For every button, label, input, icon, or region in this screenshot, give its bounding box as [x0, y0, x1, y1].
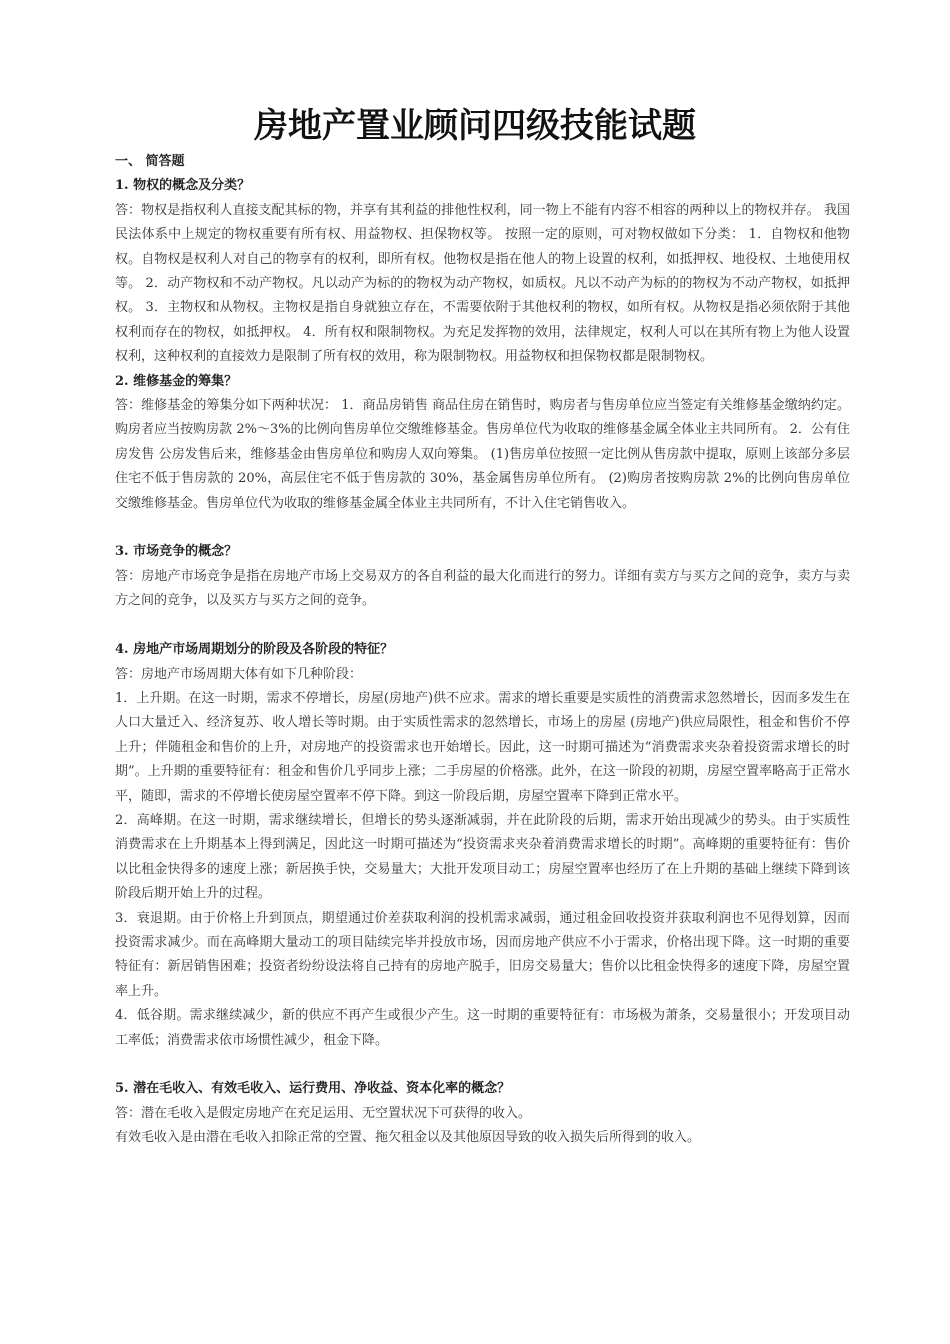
spacer	[115, 1053, 850, 1077]
question-3: 3. 市场竞争的概念？	[115, 544, 238, 560]
question-1: 1. 物权的概念及分类？	[115, 178, 251, 194]
answer-4-stage-3: 3．衰退期。由于价格上升到顶点，期望通过价差获取利润的投机需求减弱，通过租金回收投资并获取利润也不见得划算，因而投资需求减少。而在高峰期大量动工的项目陆续完毕并投放市场，因而房地产供应不小于需求，价格出现下降。这一时期的重要特征有：新居销售困难；投资者纷纷设法将自己持有的房地产脱手，旧房交易量大；售价以比租金快得多的速度下降，房屋空置率上升。	[115, 910, 850, 999]
section-heading: 一、 简答题	[115, 154, 185, 169]
answer-4-intro: 答：房地产市场周期大体有如下几种阶段：	[115, 666, 363, 682]
answer-4-stage-1: 1．上升期。在这一时期，需求不停增长，房屋(房地产)供不应求。需求的增长重要是实质性的消费需求忽然增长，因而多发生在人口大量迁入、经济复苏、收人增长等时期。由于实质性需求的忽然增长，市场上的房屋 (房地产)供应局限性，租金和售价不停上升；伴随租金和售价的上升，对房地产的投资需求也开始增长。因此，这一时期可描述为“消费需求夹杂着投资需求增长的时期”。上升期的重要特征有：租金和售价几乎同步上涨；二手房屋的价格涨。此外，在这一阶段的初期，房屋空置率略高于正常水平，随即，需求的不停增长使房屋空置率不停下降。到这一阶段后期，房屋空置率下降到正常水平。	[115, 690, 850, 804]
answer-3: 答：房地产市场竞争是指在房地产市场上交易双方的各自利益的最大化而进行的努力。详细有卖方与买方之间的竞争，卖方与卖方之间的竞争，以及买方与买方之间的竞争。	[115, 568, 850, 609]
question-5: 5. 潜在毛收入、有效毛收入、运行费用、净收益、资本化率的概念？	[115, 1081, 511, 1097]
answer-1: 答：物权是指权利人直接支配其标的物，并享有其利益的排他性权利，同一物上不能有内容不相容的两种以上的物权并存。 我国民法体系中上规定的物权重要有所有权、用益物权、担保物权等。 按照一定的原则，可对物权做如下分类： 1．自物权和他物权。自物权是权利人对自己的物享有的权利，即所有权。他物权是指在他人的物上设置的权利，如抵押权、地役权、土地使用权等。 2．动产物权和不动产物权。凡以动产为标的的物权为动产物权，如质权。凡以不动产为标的的物权为不动产物权，如抵押权。 3．主物权和从物权。主物权是指自身就独立存在，不需要依附于其他权利的物权，如所有权。从物权是指必须依附于其他权利而存在的物权，如抵押权。 4．所有权和限制物权。为充足发挥物的效用，法律规定，权利人可以在其所有物上为他人设置权利，这种权利的直接效力是限制了所有权的效用，称为限制物权。用益物权和担保物权都是限制物权。	[115, 202, 850, 365]
answer-5-part-2: 有效毛收入是由潜在毛收入扣除正常的空置、拖欠租金以及其他原因导致的收入损失后所得到的收入。	[115, 1130, 701, 1146]
answer-4-stage-4: 4．低谷期。需求继续减少，新的供应不再产生或很少产生。这一时期的重要特征有：市场极为萧条，交易量很小；开发项目动工率低；消费需求依市场惯性减少，租金下降。	[115, 1008, 850, 1048]
question-4: 4. 房地产市场周期划分的阶段及各阶段的特征？	[115, 642, 394, 658]
document-body	[115, 150, 850, 1151]
spacer	[115, 614, 850, 638]
document-title: 房地产置业顾问四级技能试题	[254, 106, 696, 146]
answer-2: 答：维修基金的筹集分如下两种状况： 1．商品房销售 商品住房在销售时，购房者与售房单位应当签定有关维修基金缴纳约定。购房者应当按购房款 2%～3%的比例向售房单位交缴维修基金。售房单位代为收取的维修基金属全体业主共同所有。 2．公有住房发售 公房发售后来，维修基金由售房单位和购房人双向筹集。 (1)售房单位按照一定比例从售房款中提取，原则上该部分多层住宅不低于售房款的 20%，高层住宅不低于售房款的 30%，基金属售房单位所有。 (2)购房者按购房款 2%的比例向售房单位交缴维修基金。售房单位代为收取的维修基金属全体业主共同所有，不计入住宅销售收入。	[115, 398, 850, 511]
answer-5-part-1: 答：潜在毛收入是假定房地产在充足运用、无空置状况下可获得的收入。	[115, 1105, 532, 1121]
spacer	[115, 516, 850, 540]
question-2: 2. 维修基金的筹集？	[115, 373, 238, 389]
answer-4-stage-2: 2．高峰期。在这一时期，需求继续增长，但增长的势头逐渐减弱，并在此阶段的后期，需求开始出现减少的势头。由于实质性消费需求在上升期基本上得到满足，因此这一时期可描述为“投资需求夹杂着消费需求增长的时期”。高峰期的重要特征有：售价以比租金快得多的速度上涨；新居换手快，交易量大；大批开发项目动工；房屋空置率也经历了在上升期的基础上继续下降到该阶段后期开始上升的过程。	[115, 812, 850, 902]
